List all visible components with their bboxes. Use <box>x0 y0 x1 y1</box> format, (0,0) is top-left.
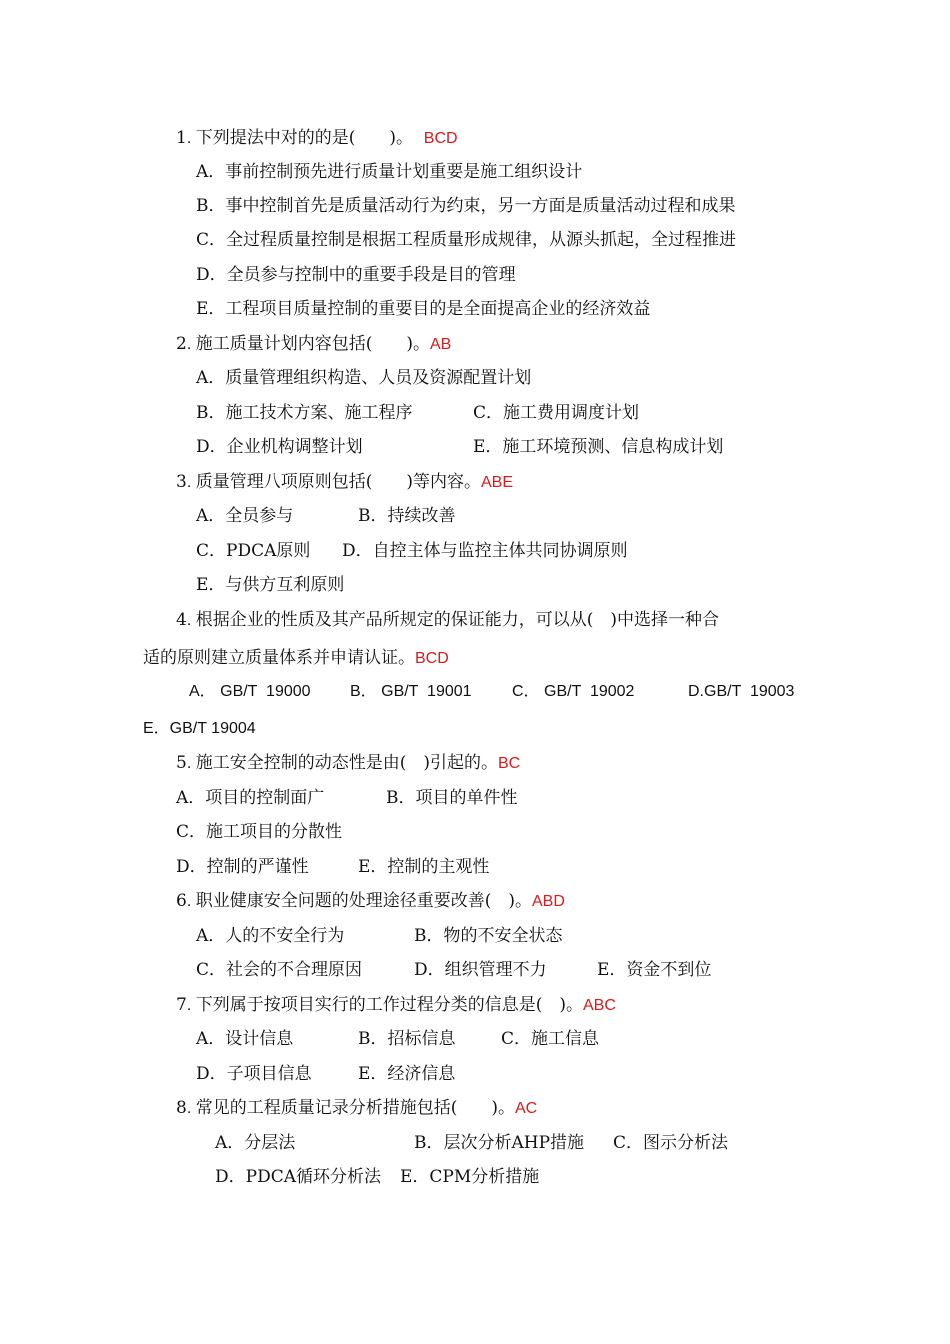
question-number: 6 <box>176 891 187 911</box>
option-5d: D．控制的严谨性 <box>176 857 309 877</box>
question-1: 1. 下列提法中对的的是( )。 BCD <box>176 128 458 148</box>
question-number: 2 <box>176 334 187 354</box>
question-2: 2. 施工质量计划内容包括( )。AB <box>176 334 452 354</box>
question-5: 5. 施工安全控制的动态性是由( )引起的。BC <box>176 753 521 773</box>
option-2c: C．施工费用调度计划 <box>473 403 640 423</box>
question-number: 4 <box>176 610 187 630</box>
question-6: 6. 职业健康安全问题的处理途径重要改善( )。ABD <box>176 891 565 911</box>
option-5c: C．施工项目的分散性 <box>176 822 343 842</box>
answer-key: ABD <box>531 893 565 910</box>
option-6d: D．组织管理不力 <box>414 960 547 980</box>
answer-key: AC <box>514 1100 538 1117</box>
option-6e: E．资金不到位 <box>597 960 712 980</box>
option-8a: A．分层法 <box>215 1133 296 1153</box>
question-number: 8 <box>176 1098 187 1118</box>
option-4e: E．GB/T 19004 <box>143 720 256 737</box>
answer-key: BCD <box>415 650 449 667</box>
answer-key: ABC <box>582 997 616 1014</box>
question-stem: 下列提法中对的的是( )。 <box>195 128 413 148</box>
option-8d: D．PDCA循环分析法 <box>215 1167 381 1187</box>
question-number: 3 <box>176 472 187 492</box>
question-stem-continued: 适的原则建立质量体系并申请认证。 <box>143 648 415 668</box>
answer-key: AB <box>429 336 452 353</box>
option-5a: A．项目的控制面广 <box>176 788 325 808</box>
answer-key: BC <box>497 755 521 772</box>
option-3c: C．PDCA原则 <box>196 541 311 561</box>
option-1d: D．全员参与控制中的重要手段是目的管理 <box>196 265 516 285</box>
answer-key: BCD <box>423 130 458 147</box>
option-8c: C．图示分析法 <box>613 1133 729 1153</box>
option-2e: E．施工环境预测、信息构成计划 <box>473 437 724 457</box>
option-5e: E．控制的主观性 <box>358 857 490 877</box>
option-3b: B．持续改善 <box>358 506 456 526</box>
option-7a: A．设计信息 <box>196 1029 294 1049</box>
question-stem: 施工安全控制的动态性是由( )引起的。 <box>195 753 498 773</box>
option-1a: A．事前控制预先进行质量计划重要是施工组织设计 <box>196 162 583 182</box>
question-number: 1 <box>176 128 187 148</box>
question-stem: 下列属于按项目实行的工作过程分类的信息是( )。 <box>195 995 583 1015</box>
question-4-continued <box>143 647 449 669</box>
option-2d: D．企业机构调整计划 <box>196 437 363 457</box>
question-7: 7. 下列属于按项目实行的工作过程分类的信息是( )。ABC <box>176 995 616 1015</box>
option-5b: B．项目的单件性 <box>386 788 518 808</box>
question-number: 5 <box>176 753 187 773</box>
question-3: 3. 质量管理八项原则包括( )等内容。ABE <box>176 472 513 492</box>
question-4: 4. 根据企业的性质及其产品所规定的保证能力，可以从( )中选择一种合 <box>176 610 719 630</box>
question-number: 7 <box>176 995 187 1015</box>
question-stem: 质量管理八项原则包括( )等内容。 <box>195 472 481 492</box>
question-stem: 根据企业的性质及其产品所规定的保证能力，可以从( )中选择一种合 <box>195 610 719 630</box>
question-stem: 职业健康安全问题的处理途径重要改善( )。 <box>195 891 532 911</box>
option-4d: D.GB/T 19003 <box>688 683 795 700</box>
question-8: 8. 常见的工程质量记录分析措施包括( )。AC <box>176 1098 538 1118</box>
option-3a: A．全员参与 <box>196 506 294 526</box>
option-3e: E．与供方互利原则 <box>196 575 345 595</box>
option-4a: A． GB/T 19000 <box>189 683 311 700</box>
option-4c: C． GB/T 19002 <box>512 683 635 700</box>
option-7e: E．经济信息 <box>358 1064 456 1084</box>
answer-key: ABE <box>480 474 513 491</box>
option-7d: D．子项目信息 <box>196 1064 312 1084</box>
option-6a: A．人的不安全行为 <box>196 926 345 946</box>
option-8e: E．CPM分析措施 <box>400 1167 540 1187</box>
option-1e: E．工程项目质量控制的重要目的是全面提高企业的经济效益 <box>196 299 651 319</box>
option-1c: C．全过程质量控制是根据工程质量形成规律，从源头抓起，全过程推进 <box>196 230 737 250</box>
option-8b: B．层次分析AHP措施 <box>414 1133 585 1153</box>
option-3d: D．自控主体与监控主体共同协调原则 <box>342 541 628 561</box>
option-2a: A．质量管理组织构造、人员及资源配置计划 <box>196 368 532 388</box>
option-7c: C．施工信息 <box>501 1029 600 1049</box>
option-6c: C．社会的不合理原因 <box>196 960 363 980</box>
question-stem: 施工质量计划内容包括( )。 <box>195 334 430 354</box>
question-stem: 常见的工程质量记录分析措施包括( )。 <box>195 1098 515 1118</box>
option-2b: B．施工技术方案、施工程序 <box>196 403 413 423</box>
option-4b: B． GB/T 19001 <box>350 683 472 700</box>
option-1b: B．事中控制首先是质量活动行为约束，另一方面是质量活动过程和成果 <box>196 196 736 216</box>
option-7b: B．招标信息 <box>358 1029 456 1049</box>
option-6b: B．物的不安全状态 <box>414 926 563 946</box>
